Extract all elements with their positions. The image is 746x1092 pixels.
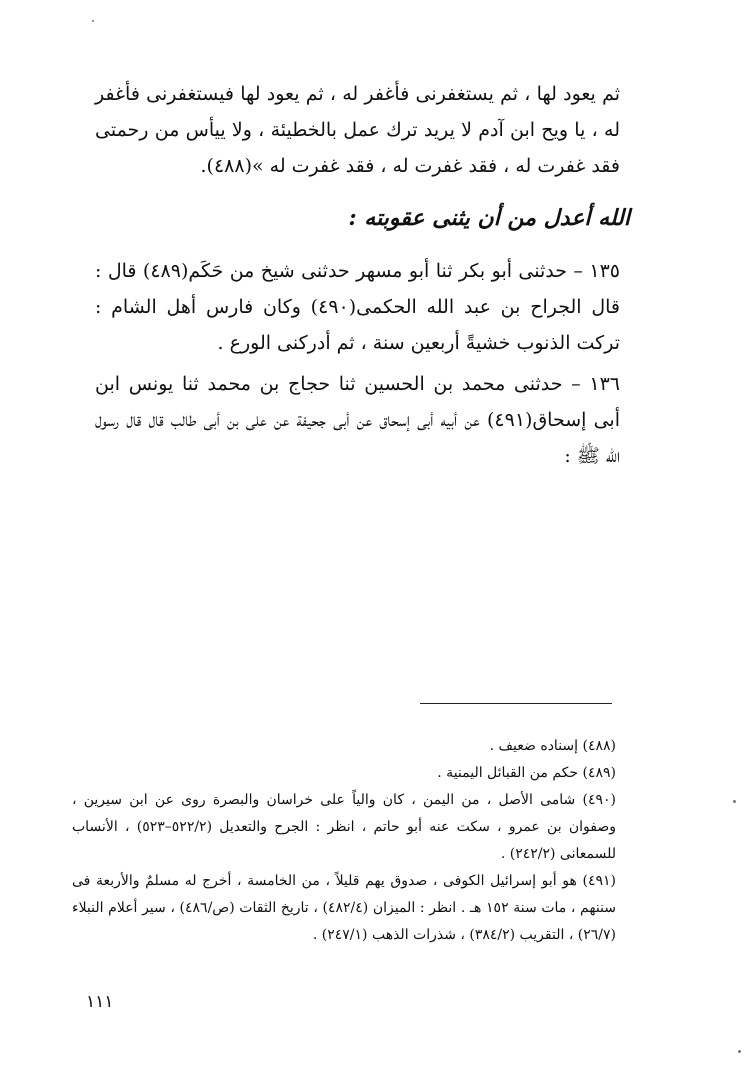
scan-speck — [738, 1050, 741, 1053]
section-heading: الله أعدل من أن يثنى عقوبته : — [348, 205, 630, 231]
paragraph-narration-136: ١٣٦ – حدثنى محمد بن الحسين ثنا حجاج بن محمد ثنا يونس ابن أبى إسحاق(٤٩١) عن أبيه أبى إسحاق عن أبى جحيفة عن على بن أبى طالب قال قال رسول الله ﷺ : — [95, 373, 620, 467]
footnote-separator — [420, 703, 612, 704]
footnote-489: (٤٨٩) حكم من القبائل اليمنية . — [437, 765, 616, 781]
footnotes — [72, 733, 616, 949]
footnote-488: (٤٨٨) إسناده ضعيف . — [489, 738, 616, 754]
scan-speck — [733, 800, 736, 803]
footnote-491: (٤٩١) هو أبو إسرائيل الكوفى ، صدوق يهم قليلاً ، من الخامسة ، أخرج له مسلمٌ والأربعة فى سننهم ، مات سنة ١٥٢ هـ . انظر : الميزان (٤٨٢/٤) ، تاريخ الثقات (ص/٤٨٦) ، سير أعلام النبلاء (٢٦/٧) ، التقريب (٣٨٤/٢) ، شذرات الذهب (٢٤٧/١) . — [72, 873, 616, 943]
scan-speck — [92, 20, 94, 22]
footnote-490: (٤٩٠) شامى الأصل ، من اليمن ، كان والياً على خراسان والبصرة روى عن ابن سيرين ، وصفوان بن عمرو ، سكت عنه أبو حاتم ، انظر : الجرح والتعديل (٥٢٢/٢–٥٢٣) ، الأنساب للسمعانى (٢٤٢/٢) . — [72, 792, 616, 862]
page-number: ١١١ — [86, 992, 114, 1012]
paragraph-hadith-ending: ثم يعود لها ، ثم يستغفرنى فأغفر له ، ثم يعود لها فيستغفرنى فأغفر له ، يا ويح ابن آدم لا يريد ترك عمل بالخطيئة ، ولا ييأس من رحمتى فقد غفرت له ، فقد غفرت له ، فقد غفرت له »(٤٨٨). — [95, 83, 620, 177]
paragraph-narration-135: ١٣٥ – حدثنى أبو بكر ثنا أبو مسهر حدثنى شيخ من حَكَم(٤٨٩) قال : قال الجراح بن عبد الله الحكمى(٤٩٠) وكان فارس أهل الشام : تركت الذنوب خشيةً أربعين سنة ، ثم أدركنى الورع . — [95, 260, 620, 354]
